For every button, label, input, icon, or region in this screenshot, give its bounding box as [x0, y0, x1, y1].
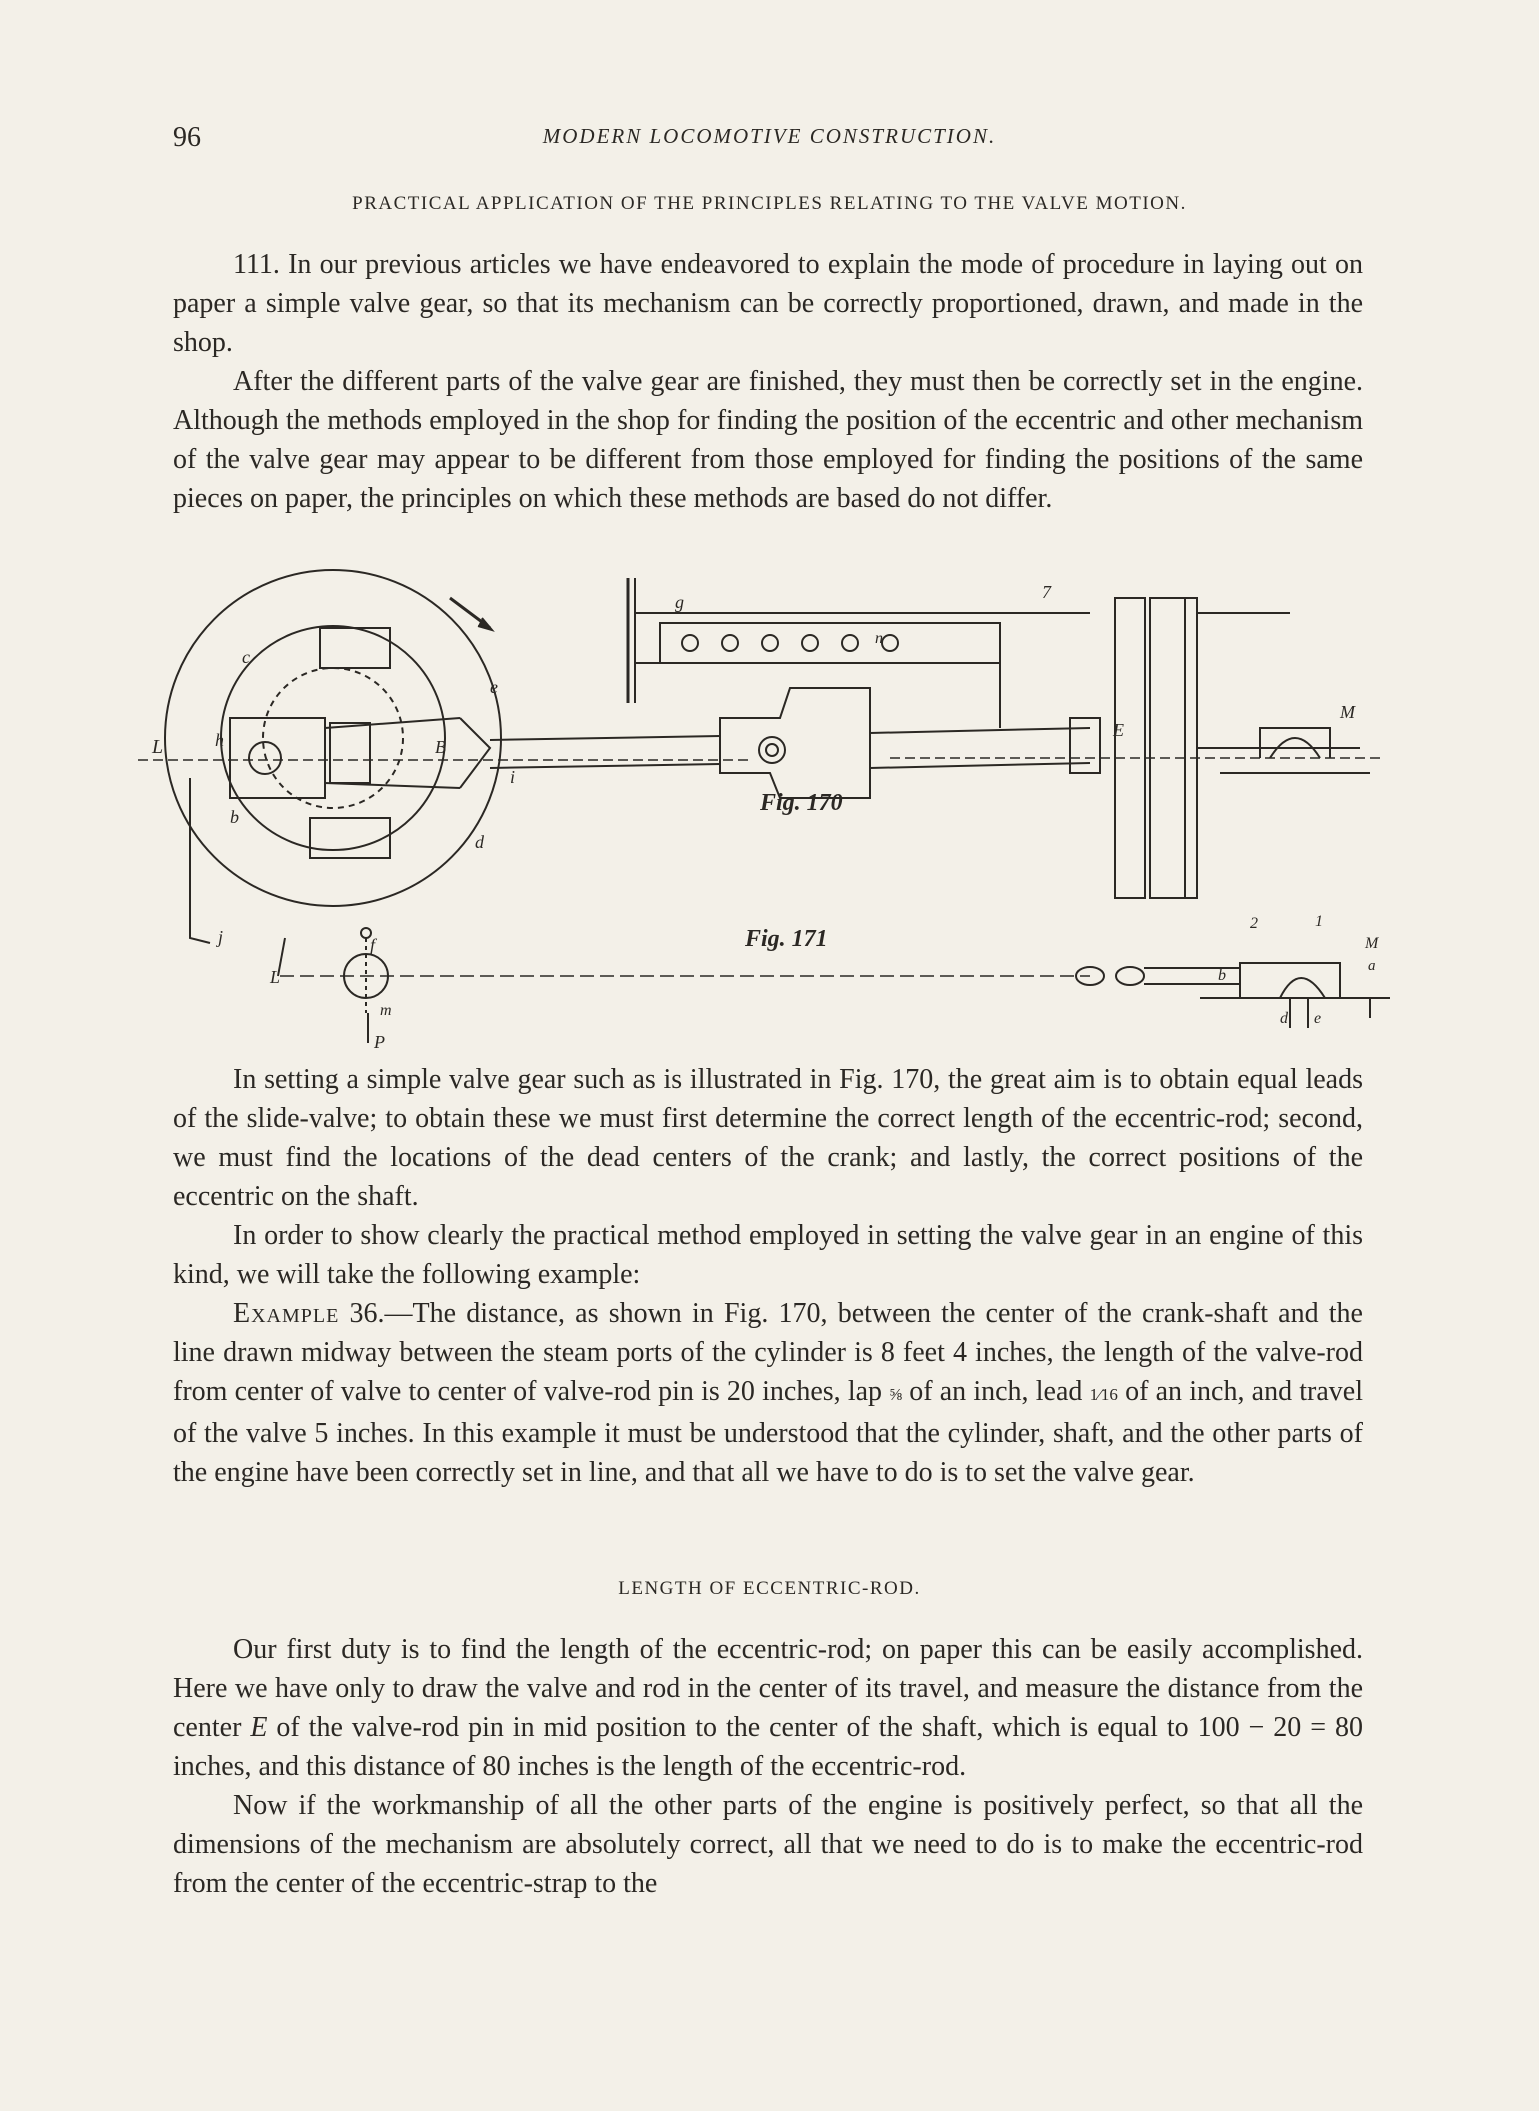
italic-E: E: [250, 1712, 268, 1743]
label-f: f: [370, 935, 376, 955]
fig-170-caption: Fig. 170: [760, 790, 843, 816]
label-j: j: [218, 927, 224, 947]
label-m: m: [380, 1002, 392, 1019]
paragraph-workmanship: Now if the workmanship of all the other parts of the engine is positively perfect, so that all the dimensions of the mechanism are absolutely correct, all that we need to do is to make the eccentric-rod from the center of the eccentric-strap to the: [173, 1790, 1363, 1899]
paragraph-example-36: Example 36.—The distance, as shown in Fig. 170, between the center of the crank-shaft and the line drawn midway between the steam ports of the cylinder is 8 feet 4 inches, the length of the valve-rod from center of valve to center of valve-rod pin is 20 inches, lap ⅝ of an inch, lead 1⁄16 of an inch, and travel of the valve 5 inches. In this example it must be understood that the cylinder, shaft, and the other parts of the engine have been correctly set in line, and that all we have to do is to set the valve gear.: [173, 1298, 1363, 1488]
label-i: i: [510, 767, 516, 787]
paragraph-setting: In setting a simple valve gear such as is illustrated in Fig. 170, the great aim is to obtain equal leads of the slide-valve; to obtain these we must first determine the correct length of the eccentric-rod; second, we must find the locations of the dead centers of the crank; and lastly, the correct positions of the eccentric on the shaft.: [173, 1064, 1363, 1212]
eccentric-circle: [221, 626, 445, 850]
label-L2: L: [270, 967, 281, 987]
lap-fraction: ⅝: [889, 1385, 902, 1404]
label-h: h: [215, 730, 224, 750]
section-title: PRACTICAL APPLICATION OF THE PRINCIPLES RELATING TO THE VALVE MOTION.: [352, 193, 1187, 214]
paragraph-order: In order to show clearly the practical method employed in setting the valve gear in an engine of this kind, we will take the following example:: [173, 1220, 1363, 1290]
lead-fraction: 1⁄16: [1089, 1385, 1118, 1404]
label-M2: M: [1365, 935, 1379, 952]
label-L: L: [152, 736, 164, 758]
label-b2: b: [1218, 967, 1226, 984]
intro-text: [173, 245, 1363, 518]
label-a: a: [1368, 958, 1376, 974]
page-number: 96: [173, 122, 201, 153]
label-M: M: [1340, 702, 1355, 722]
label-2: 2: [1250, 915, 1258, 932]
label-7: 7: [1042, 582, 1051, 602]
label-e2: e: [1314, 1010, 1322, 1027]
label-B: B: [435, 737, 446, 757]
label-d2: d: [1280, 1010, 1288, 1027]
subsection-title: LENGTH OF ECCENTRIC-ROD.: [618, 1578, 921, 1599]
figure-170-171: [130, 568, 1410, 1058]
label-1: 1: [1315, 913, 1323, 930]
label-c: c: [242, 647, 250, 667]
label-b: b: [230, 807, 239, 827]
example-label: Example: [233, 1298, 340, 1329]
label-P: P: [374, 1032, 385, 1052]
paragraph-111: 111. In our previous articles we have endeavored to explain the mode of procedure in laying out on paper a simple valve gear, so that its mechanism can be correctly proportioned, drawn, and made in the shop.: [173, 249, 1363, 358]
paragraph-first-duty: Our first duty is to find the length of the eccentric-rod; on paper this can be easily accomplished. Here we have only to draw the valve and rod in the center of its travel, and measure the distance from the center E of the valve-rod pin in mid position to the center of the shaft, which is equal to 100 − 20 = 80 inches, and this distance of 80 inches is the length of the eccentric-rod.: [173, 1634, 1363, 1782]
label-E: E: [1113, 720, 1124, 740]
valve-gear-drawing: [130, 568, 1410, 1058]
label-e: e: [490, 677, 498, 697]
fig-171-caption: Fig. 171: [745, 926, 828, 952]
body-text: [173, 1060, 1363, 1492]
label-g: g: [675, 592, 684, 612]
running-title: MODERN LOCOMOTIVE CONSTRUCTION.: [542, 124, 997, 148]
paragraph-after-finished: After the different parts of the valve gear are finished, they must then be correctly set in the engine. Although the methods employed in the shop for finding the position of the eccentric and other mechanism of the valve gear may appear to be different from those employed for finding the positions of the same pieces on paper, the principles on which these methods are based do not differ.: [173, 366, 1363, 514]
label-d: d: [475, 832, 484, 852]
body-text-2: [173, 1630, 1363, 1903]
label-n: n: [875, 630, 883, 647]
